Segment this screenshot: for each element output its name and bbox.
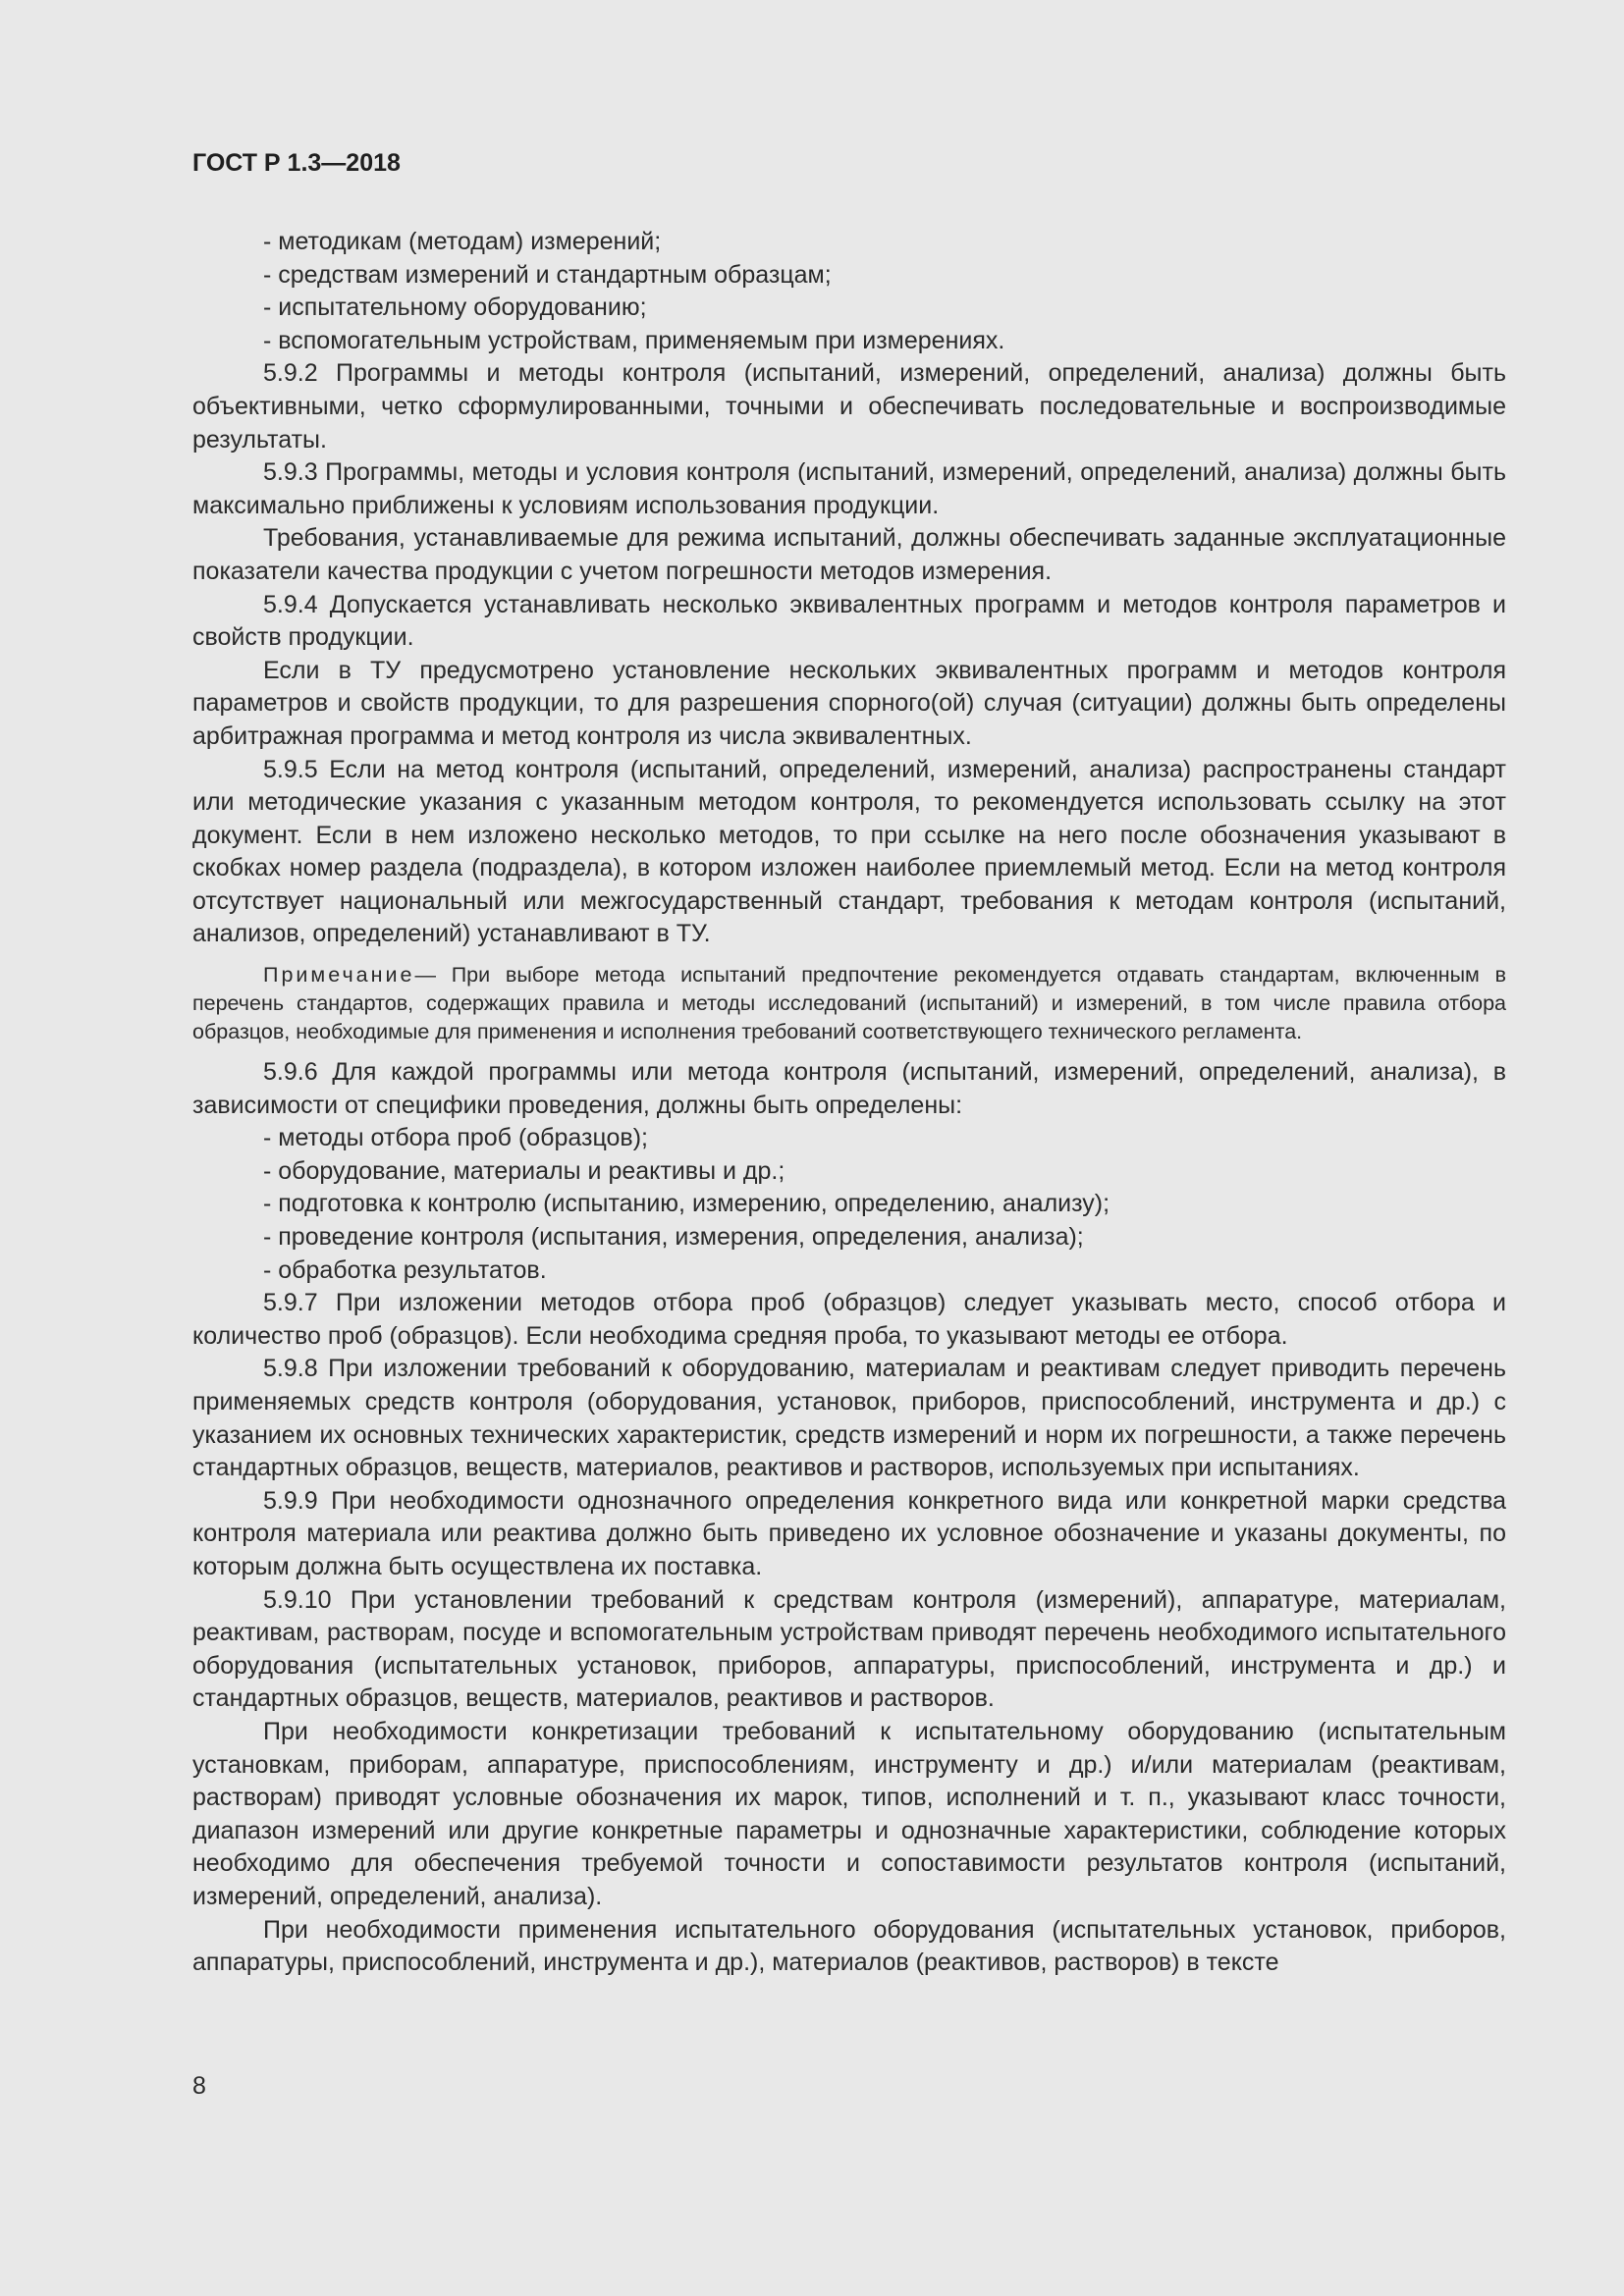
paragraph-5-9-5: 5.9.5 Если на метод контроля (испытаний, определений, измерений, анализа) распространены стандарт или методические указания с указанным методом контроля, то рекомендуется использовать ссылку на этот документ. Если в нем изложено несколько методов, то при ссылке на него после обозначения указывают в скобках номер раздела (подраздела), в котором изложен наиболее приемлемый метод. Если на метод контроля отсутствует национальный или межгосударственный стандарт, требования к методам контроля (испытаний, анализов, определений) устанавливают в ТУ. (192, 755, 1506, 948)
list-item: - оборудование, материалы и реактивы и др.; (263, 1156, 785, 1185)
paragraph: Если в ТУ предусмотрено установление нескольких эквивалентных программ и методов контроля параметров и свойств продукции, то для разрешения спорного(ой) случая (ситуации) должны быть определены арбитражная программа и метод контроля из числа эквивалентных. (192, 656, 1506, 750)
list-item: - методы отбора проб (образцов); (263, 1124, 648, 1152)
paragraph-5-9-4: 5.9.4 Допускается устанавливать несколько эквивалентных программ и методов контроля параметров и свойств продукции. (192, 590, 1506, 652)
document-body (192, 226, 1506, 1980)
note-block (192, 961, 1506, 1046)
list-item: - испытательному оборудованию; (263, 294, 647, 322)
list-item: - проведение контроля (испытания, измерения, определения, анализа); (263, 1223, 1084, 1252)
paragraph-5-9-3: 5.9.3 Программы, методы и условия контроля (испытаний, измерений, определений, анализа) должны быть максимально приближены к условиям использования продукции. (192, 458, 1506, 519)
page-number: 8 (192, 2072, 206, 2100)
paragraph-5-9-9: 5.9.9 При необходимости однозначного определения конкретного вида или конкретной марки средства контроля материала или реактива должно быть приведено их условное обозначение и указаны документы, по которым должна быть осуществлена их поставка. (192, 1486, 1506, 1580)
list-item: - методикам (методам) измерений; (263, 228, 662, 255)
paragraph-5-9-8: 5.9.8 При изложении требований к оборудованию, материалам и реактивам следует приводить перечень применяемых средств контроля (оборудования, установок, приборов, приспособлений, инструмента и др.) с указанием их основных технических характеристик, средств измерений и норм их погрешности, а также перечень стандартных образцов, веществ, материалов, реактивов и растворов, используемых при испытаниях. (192, 1355, 1506, 1482)
paragraph: При необходимости применения испытательного оборудования (испытательных установок, приборов, аппаратуры, приспособлений, инструмента и др.), материалов (реактивов, растворов) в тексте (192, 1915, 1506, 1977)
paragraph: Требования, устанавливаемые для режима испытаний, должны обеспечивать заданные эксплуатационные показатели качества продукции с учетом погрешности методов измерения. (192, 524, 1506, 585)
note-label: Примечание (263, 963, 415, 988)
paragraph-5-9-10: 5.9.10 При установлении требований к средствам контроля (измерений), аппаратуре, материалам, реактивам, растворам, посуде и вспомогательным устройствам приводят перечень необходимого испытательного оборудования (испытательных установок, приборов, аппаратуры, приспособлений, инструмента и др.) и стандартных образцов, веществ, материалов, реактивов и растворов. (192, 1585, 1506, 1713)
list-item: - вспомогательным устройствам, применяемым при измерениях. (263, 326, 1005, 354)
paragraph: При необходимости конкретизации требований к испытательному оборудованию (испытательным установкам, приборам, аппаратуре, приспособлениям, инструменту и др.) и/или материалам (реактивам, растворам) приводят условные обозначения их марок, типов, исполнений и т. п., указывают класс точности, диапазон измерений или другие конкретные параметры и однозначные характеристики, соблюдение которых необходимо для обеспечения требуемой точности и сопоставимости результатов контроля (испытаний, измерений, определений, анализа). (192, 1717, 1506, 1910)
list-item: - подготовка к контролю (испытанию, измерению, определению, анализу); (263, 1190, 1110, 1218)
list-item: - средствам измерений и стандартным образцам; (263, 260, 832, 289)
note-text: — При выборе метода испытаний предпочтение рекомендуется отдавать стандартам, включенным в перечень стандартов, содержащих правила и методы исследований (испытаний) и измерений, в том числе правила отбора образцов, необходимые для применения и исполнения требований соответствующего технического регламента. (192, 963, 1506, 1044)
document-code-header: ГОСТ Р 1.3—2018 (192, 149, 401, 177)
paragraph-5-9-6: 5.9.6 Для каждой программы или метода контроля (испытаний, измерений, определений, анализа), в зависимости от специфики проведения, должны быть определены: (192, 1058, 1506, 1119)
list-item: - обработка результатов. (263, 1255, 547, 1284)
paragraph-5-9-7: 5.9.7 При изложении методов отбора проб (образцов) следует указывать место, способ отбора и количество проб (образцов). Если необходима средняя проба, то указывают методы ее отбора. (192, 1289, 1506, 1350)
paragraph-5-9-2: 5.9.2 Программы и методы контроля (испытаний, измерений, определений, анализа) должны быть объективными, четко сформулированными, точными и обеспечивать последовательные и воспроизводимые результаты. (192, 359, 1506, 454)
